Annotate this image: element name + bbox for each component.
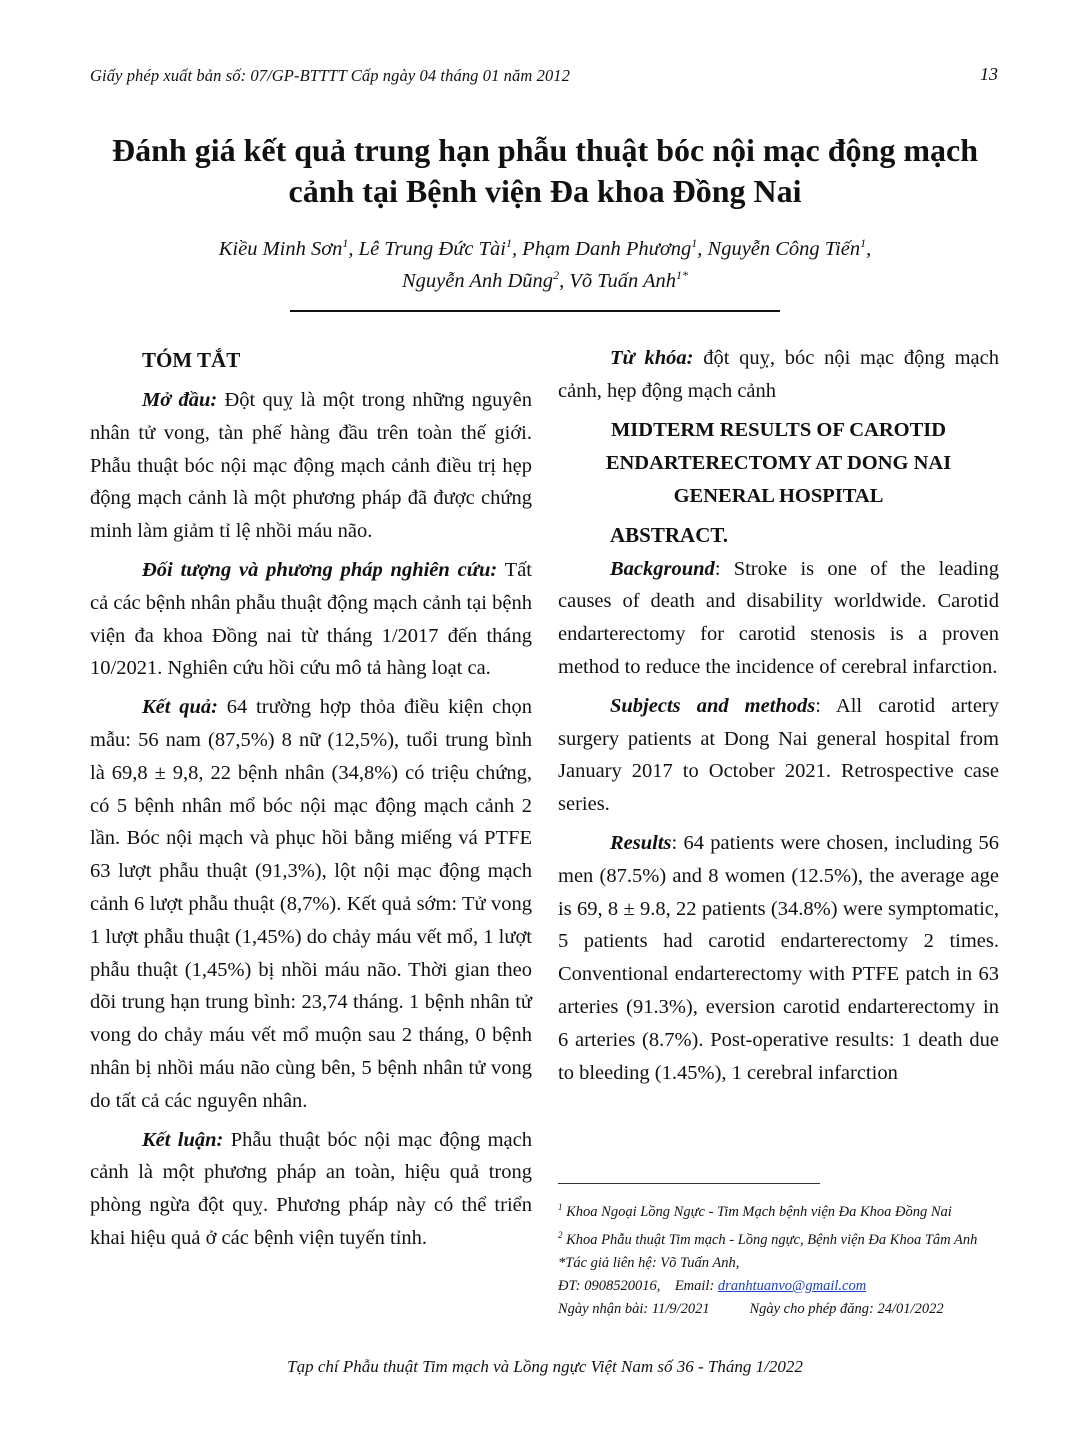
footnote-divider xyxy=(558,1183,820,1184)
paragraph-text: Tất cả các bệnh nhân phẫu thuật động mạch cảnh tại bệnh viện đa khoa Đồng nai từ tháng 1/2017 đến tháng 10/2021. Nghiên cứu hồi cứu mô tả hàng loạt ca. xyxy=(90,558,532,680)
title-line-1: Đánh giá kết quả trung hạn phẫu thuật bóc nội mạc động mạch xyxy=(112,132,978,168)
footnote-marker: 2 xyxy=(558,1229,563,1240)
keywords xyxy=(558,342,999,408)
keywords-label: Từ khóa: xyxy=(610,347,694,369)
corresponding-author: *Tác giả liên hệ: Võ Tuấn Anh, xyxy=(558,1254,740,1271)
footnote-affiliation-2 xyxy=(558,1224,1008,1252)
paragraph-label: Results xyxy=(610,831,672,854)
author-affiliation: 2 xyxy=(553,268,560,283)
paragraph-text: 64 trường hợp thỏa điều kiện chọn mẫu: 56 nam (87,5%) 8 nữ (12,5%), tuổi trung bình là 69,8 ± 9,8, 22 bệnh nhân (34,8%) có triệu chứng, có 5 bệnh nhân mổ bóc nội mạc động mạch cảnh 2 lần. Bóc nội mạch và phục hồi bằng miếng vá PTFE 63 lượt phẫu thuật (91,3%), lột nội mạc động mạch cảnh 6 lượt phẫu thuật (8,7%). Kết quả sớm: Tử vong 1 lượt phẫu thuật (1,45%) do chảy máu vết mổ, 1 lượt phẫu thuật (1,45%) bị nhồi máu não. Thời gian theo dõi trung hạn trung bình: 23,74 tháng. 1 bệnh nhân tử vong do chảy máu vết mổ muộn sau 2 tháng, 0 bệnh nhân bị nhồi máu não cùng bên, 5 bệnh nhân tử vong do tất cả các nguyên nhân. xyxy=(90,696,532,1112)
author-separator: , xyxy=(348,238,359,260)
title-divider xyxy=(290,310,780,312)
paragraph-text: : All carotid artery surgery patients at Dong Nai general hospital from January 2017 to October 2021. Retrospective case series. xyxy=(558,694,999,816)
author-separator: , xyxy=(697,238,708,260)
contact-info xyxy=(558,1275,1008,1298)
abstract-heading: ABSTRACT. xyxy=(610,522,729,547)
paragraph-text: : Stroke is one of the leading causes of death and disability worldwide. Carotid endarterectomy for carotid stenosis is a proven method to reduce the incidence of cerebral infarction. xyxy=(558,557,999,678)
english-background xyxy=(558,553,999,684)
footnote-text: Khoa Ngoại Lồng Ngực - Tim Mạch bệnh viện Đa Khoa Đồng Nai xyxy=(562,1203,952,1220)
author-line-1 xyxy=(60,233,1030,265)
author-name: Võ Tuấn Anh xyxy=(569,270,677,292)
author-affiliation: 1 xyxy=(860,236,867,251)
received-date: Ngày nhận bài: 11/9/2021 xyxy=(558,1300,710,1317)
keywords-text: đột quỵ, bóc nội mạc động mạch cảnh, hẹp động mạch cảnh xyxy=(558,347,999,402)
author-name: Nguyễn Anh Dũng xyxy=(401,270,554,292)
paragraph-label: Kết luận: xyxy=(142,1128,224,1151)
english-title-line-3: GENERAL HOSPITAL xyxy=(673,484,884,507)
email-label: Email: xyxy=(674,1277,715,1294)
author-affiliation: 1 xyxy=(691,236,698,251)
paragraph-text: : 64 patients were chosen, including 56 men (87.5%) and 8 women (12.5%), the average age is 69, 8 ± 9.8, 22 patients (34.8%) were symptomatic, 5 patients had carotid endarterectomy 2 times. Conventional endarterectomy with PTFE patch in 63 arteries (91.3%), eversion carotid endarterectomy in 6 arteries (8.7%). Post-operative results: 1 death due to bleeding (1.45%), 1 cerebral infarction xyxy=(558,831,999,1084)
abstract-background xyxy=(90,384,532,548)
english-title-line-1: MIDTERM RESULTS OF CAROTID xyxy=(610,418,947,441)
author-separator: , xyxy=(866,238,872,260)
author-separator: , xyxy=(511,238,523,260)
paragraph-label: Kết quả: xyxy=(142,696,218,719)
running-head: Giấy phép xuất bản số: 07/GP-BTTTT Cấp ngày 04 tháng 01 năm 2012 xyxy=(90,66,571,85)
page-number: 13 xyxy=(980,64,998,84)
english-results xyxy=(558,827,999,1089)
abstract-results xyxy=(90,691,532,1117)
author-name: Kiều Minh Sơn xyxy=(218,238,343,260)
title-line-2: cảnh tại Bệnh viện Đa khoa Đồng Nai xyxy=(288,173,802,209)
author-name: Lê Trung Đức Tài xyxy=(358,238,506,260)
author-affiliation: 1 xyxy=(505,236,512,251)
author-affiliation: 1 xyxy=(342,236,349,251)
phone: ĐT: 0908520016, xyxy=(558,1277,661,1294)
author-affiliation: 1* xyxy=(676,268,689,283)
footnote-text: Khoa Phẫu thuật Tim mạch - Lồng ngực, Bệnh viện Đa Khoa Tâm Anh xyxy=(562,1231,978,1248)
footnote-marker: 1 xyxy=(558,1202,563,1212)
english-methods xyxy=(558,690,999,821)
dates xyxy=(558,1298,1008,1321)
paragraph-text: Đột quỵ là một trong những nguyên nhân tử vong, tàn phế hàng đầu trên toàn thế giới. Phẫu thuật bóc nội mạc động mạch cảnh điều trị hẹp động mạch cảnh là một phương pháp đã được chứng minh làm giảm tỉ lệ nhồi máu não. xyxy=(90,389,532,543)
paragraph-label: Subjects and methods xyxy=(610,694,816,717)
paragraph-label: Mở đầu: xyxy=(142,389,218,411)
article-title xyxy=(60,130,1030,212)
english-title xyxy=(558,414,999,513)
paragraph-text: Phẫu thuật bóc nội mạc động mạch cảnh là một phương pháp an toàn, hiệu quả trong phòng ngừa đột quỵ. Phương pháp này có thể triển khai hiệu quả ở các bệnh viện tuyến tỉnh. xyxy=(90,1128,532,1249)
abstract-methods xyxy=(90,554,532,685)
english-title-line-2: ENDARTERECTOMY AT DONG NAI xyxy=(605,451,952,474)
paragraph-label: Background xyxy=(610,557,715,580)
journal-footer: Tạp chí Phẫu thuật Tim mạch và Lồng ngực Việt Nam số 36 - Tháng 1/2022 xyxy=(287,1357,803,1376)
paragraph-label: Đối tượng và phương pháp nghiên cứu: xyxy=(142,558,498,581)
vietnamese-abstract xyxy=(90,342,532,1255)
email-link[interactable]: dranhtuanvo@gmail.com xyxy=(717,1277,867,1294)
abstract-conclusion xyxy=(90,1124,532,1255)
author-name: Phạm Danh Phương xyxy=(522,238,692,260)
author-list xyxy=(60,233,1030,297)
footnote-affiliation-1 xyxy=(558,1196,1008,1224)
section-heading: TÓM TẮT xyxy=(142,348,241,372)
author-name: Nguyễn Công Tiến xyxy=(707,238,861,260)
author-separator: , xyxy=(559,270,570,292)
english-abstract-column xyxy=(558,342,999,1089)
author-line-2 xyxy=(60,265,1030,297)
accepted-date: Ngày cho phép đăng: 24/01/2022 xyxy=(749,1300,944,1317)
footnotes xyxy=(558,1196,1008,1321)
